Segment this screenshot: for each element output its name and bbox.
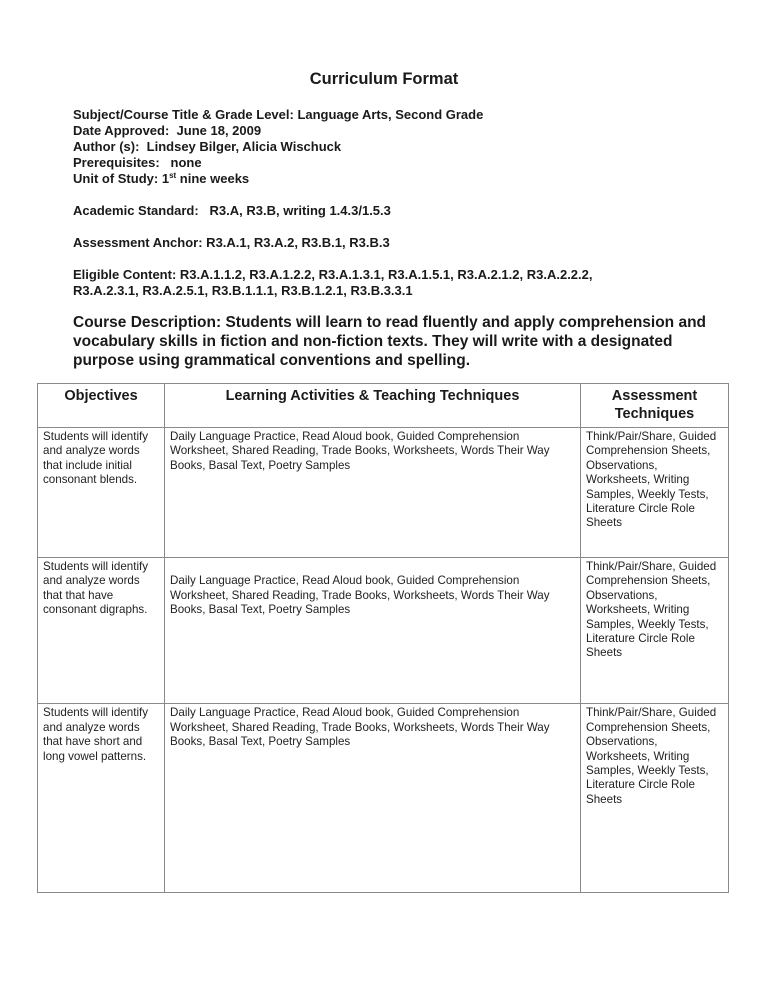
academic-standard-value: R3.A, R3.B, writing 1.4.3/1.5.3: [198, 203, 391, 218]
assessment-cell: Think/Pair/Share, Guided Comprehension Sheets, Observations, Worksheets, Writing Samples, Weekly Tests, Literature Circle Role Sheets: [581, 558, 729, 704]
eligible-content-line2: R3.A.2.3.1, R3.A.2.5.1, R3.B.1.1.1, R3.B.1.2.1, R3.B.3.3.1: [73, 283, 413, 298]
academic-standard-label: Academic Standard:: [73, 203, 199, 218]
activities-cell: Daily Language Practice, Read Aloud book, Guided Comprehension Worksheet, Shared Reading, Trade Books, Worksheets, Words Their Way Books, Basal Text, Poetry Samples: [165, 558, 581, 704]
meta-unit-number: 1: [158, 171, 170, 186]
eligible-content-line1: R3.A.1.1.2, R3.A.1.2.2, R3.A.1.3.1, R3.A.1.5.1, R3.A.2.1.2, R3.A.2.2.2,: [176, 267, 593, 282]
meta-unit-of-study: [73, 171, 483, 187]
document-title: Curriculum Format: [309, 70, 459, 88]
header-assessment-techniques: Assessment Techniques: [581, 384, 729, 428]
meta-date-approved: [73, 123, 483, 139]
header-objectives: Objectives: [38, 384, 165, 428]
meta-subject-value: Language Arts, Second Grade: [293, 107, 484, 122]
meta-prereq-label: Prerequisites:: [73, 155, 160, 170]
academic-standard: [73, 203, 391, 219]
activities-cell: Daily Language Practice, Read Aloud book, Guided Comprehension Worksheet, Shared Reading, Trade Books, Worksheets, Words Their Way Books, Basal Text, Poetry Samples: [165, 428, 581, 558]
meta-prerequisites: [73, 155, 483, 171]
eligible-content-label: Eligible Content:: [73, 267, 177, 282]
meta-date-label: Date Approved:: [73, 123, 170, 138]
assessment-anchor: [73, 235, 390, 251]
meta-unit-superscript: st: [169, 171, 177, 180]
assessment-cell: Think/Pair/Share, Guided Comprehension Sheets, Observations, Worksheets, Writing Samples, Weekly Tests, Literature Circle Role Sheets: [581, 428, 729, 558]
objective-cell: Students will identify and analyze words that include initial consonant blends.: [38, 428, 165, 558]
meta-prereq-value: none: [159, 155, 202, 170]
objective-cell: Students will identify and analyze words that have short and long vowel patterns.: [38, 704, 165, 893]
table-row: [38, 558, 729, 704]
meta-subject-label: Subject/Course Title & Grade Level:: [73, 107, 294, 122]
meta-subject: [73, 107, 483, 123]
assessment-cell: Think/Pair/Share, Guided Comprehension Sheets, Observations, Worksheets, Writing Samples, Weekly Tests, Literature Circle Role Sheets: [581, 704, 729, 893]
meta-authors-value: Lindsey Bilger, Alicia Wischuck: [139, 139, 342, 154]
table-row: [38, 428, 729, 558]
assessment-anchor-value: R3.A.1, R3.A.2, R3.B.1, R3.B.3: [202, 235, 390, 250]
meta-authors-label: Author (s):: [73, 139, 140, 154]
activities-cell: Daily Language Practice, Read Aloud book, Guided Comprehension Worksheet, Shared Reading, Trade Books, Worksheets, Words Their Way Books, Basal Text, Poetry Samples: [165, 704, 581, 893]
table-header-row: [38, 384, 729, 428]
objective-cell: Students will identify and analyze words that that have consonant digraphs.: [38, 558, 165, 704]
header-learning-activities: Learning Activities & Teaching Techniques: [165, 384, 581, 428]
meta-authors: [73, 139, 483, 155]
table-row: [38, 704, 729, 893]
curriculum-table: [37, 383, 729, 893]
eligible-content: [73, 267, 592, 299]
assessment-anchor-label: Assessment Anchor:: [73, 235, 203, 250]
meta-unit-label: Unit of Study:: [73, 171, 159, 186]
course-description: Course Description: Students will learn to read fluently and apply comprehension and vocabulary skills in fiction and non-fiction texts. They will write with a designated purpose using grammatical conventions and spelling.: [73, 314, 707, 369]
meta-unit-value: nine weeks: [176, 171, 250, 186]
meta-date-value: June 18, 2009: [169, 123, 262, 138]
document-metadata: [73, 107, 483, 187]
